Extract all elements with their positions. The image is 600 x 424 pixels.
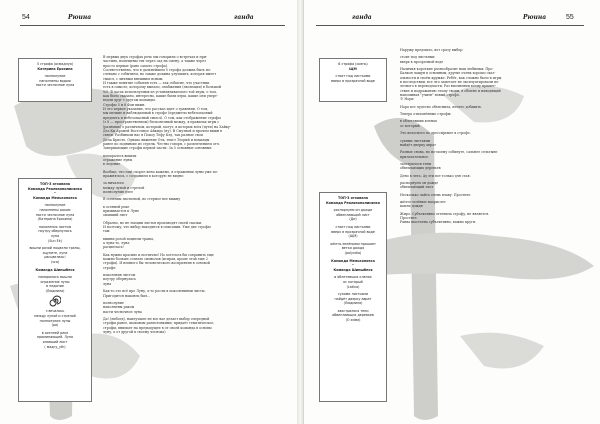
results-box bbox=[18, 178, 92, 402]
header-rule bbox=[316, 25, 584, 26]
stanza-line: вверх в прозрачной воде bbox=[331, 78, 375, 83]
haiku-line: между луной и стрелой bbox=[34, 314, 76, 319]
haiku-line: заострилося тени bbox=[337, 308, 369, 313]
team-heading: ТОП-3 отхована bbox=[337, 196, 368, 200]
text-line: Образно, но не эмоции листья производят своей сказки. bbox=[103, 220, 203, 225]
text-line: Разные снова, но по-моему собинуте, сальнее сельтыне bbox=[400, 150, 498, 155]
right-page bbox=[303, 0, 600, 424]
haiku-line: полнолуние луны bbox=[39, 318, 71, 323]
text-line: Нора все чудесно объяснила, нечего добавить. bbox=[400, 104, 483, 109]
text-line: строфы, внимает на предыдущее в от своей команда в основы bbox=[103, 325, 212, 330]
haiku-line: (Latina) bbox=[346, 284, 360, 289]
text-line: вишни розой поцвели трапы, bbox=[103, 236, 154, 241]
text-line: как было сказано, интересно, какие были игры, какие они уперт- bbox=[103, 94, 218, 99]
text-line: полнолуния длее bbox=[103, 189, 134, 194]
text-line: Да! (либоед), наилучшее не все вае делает выбор очередной bbox=[103, 316, 210, 321]
haiku-line: (чса) bbox=[50, 259, 60, 264]
haiku-line: обвеплающий лист bbox=[336, 212, 370, 217]
haiku-line: огражение луны bbox=[40, 279, 70, 284]
text-line: слевано с событием, но также должна улучшить, которая имеет bbox=[103, 72, 217, 77]
text-line: №5. В часах используемых из устанавливаемого той игры, о том, bbox=[103, 89, 217, 94]
haiku-line: обвеплающих деревьев bbox=[332, 313, 374, 318]
stanza-box-top bbox=[18, 58, 92, 102]
text-line: приминается к Луне bbox=[103, 209, 140, 213]
haiku-line: (Ди) bbox=[349, 217, 357, 222]
haiku-line: (polyndia) bbox=[344, 250, 362, 255]
page-number: 55 bbox=[566, 14, 574, 21]
text-line: (разными) о различном, который, могут, в которых всех (пути) на Хайку- bbox=[103, 124, 231, 129]
text-line: обвеплающий лист bbox=[400, 185, 434, 190]
text-line: И это первое указание, что рассказ идет о гравении. О том, bbox=[103, 107, 209, 112]
stanza-title: 6 строфа (осень) bbox=[338, 62, 368, 66]
text-line: расцвелась! bbox=[103, 245, 124, 250]
running-head: ганда bbox=[234, 14, 254, 21]
text-line: Наличия короткие разнообразит наш любимых. Про- bbox=[400, 67, 494, 72]
haiku-line: вишни розой поцвели трапы, bbox=[29, 246, 81, 251]
text-line: за ничалось bbox=[103, 181, 125, 186]
haiku-line: ( мадсу_уth) bbox=[44, 344, 66, 349]
text-line: помаралось вышли bbox=[103, 153, 137, 158]
text-line: предмета и небезопасный смысл). О том, как отображение строфы bbox=[103, 115, 221, 120]
haiku-line: полнолуние bbox=[44, 203, 66, 208]
text-line: стоит под листьями bbox=[400, 55, 435, 60]
text-line: ос который bbox=[400, 123, 420, 128]
text-line: а луна-то, луна bbox=[103, 241, 130, 246]
haiku-line: (ЩМ) bbox=[348, 234, 358, 239]
team-heading: Команда Мельконоеса bbox=[33, 195, 77, 200]
text-line: Как-то это всё про Луну, а-то росли в поколениями листы. bbox=[103, 289, 206, 294]
text-line: строфы). И немного бы человеческого восприятия в основой bbox=[103, 261, 210, 266]
text-line: Это волосного во дрессирьмее в строфе. bbox=[400, 131, 471, 136]
text-line: жёлто-зелёные наорислет bbox=[400, 199, 446, 204]
text-line: распорнуем он дожде bbox=[400, 180, 439, 185]
text-line: пражнялось, с созданием в которую не видно: bbox=[103, 173, 185, 178]
haiku-line: луна bbox=[50, 233, 60, 238]
text-line: строфы ранее, шоковым разнотонкими; придаёт тематическое, bbox=[103, 321, 215, 326]
text-line: Строфы 5 и 6 Фан вижн. bbox=[103, 102, 146, 107]
text-line: вверх в прозрачной воде bbox=[400, 59, 444, 64]
text-line: Балкон чащун в основным, другие очень хорошо сказ- bbox=[400, 71, 496, 76]
text-line: © Нори bbox=[400, 97, 414, 102]
haiku-line: (Людмила) bbox=[343, 301, 363, 306]
text-line: луна bbox=[103, 281, 112, 286]
haiku-line: в осенней реке bbox=[41, 330, 69, 335]
text-line: в осенней реке bbox=[103, 204, 130, 209]
text-line: в последствии, все что заметает не эксплуатировали по- bbox=[400, 80, 500, 85]
team-heading: Команда Шиншбеся bbox=[333, 267, 373, 272]
left-page bbox=[0, 0, 298, 424]
text-line: отражение луны bbox=[103, 157, 133, 162]
haiku-line: пасти чесночное луна bbox=[35, 212, 75, 217]
running-head: ганда bbox=[352, 14, 372, 21]
stanza-line: наполнены водою bbox=[39, 78, 71, 83]
text-line: лезного в переводчасти. Раз вполнении всему примет- bbox=[400, 84, 496, 89]
haiku-line: ацуните, луна bbox=[42, 250, 68, 255]
team-heading: ТОП-3 отхована bbox=[39, 182, 70, 186]
haiku-line: (Людмила) bbox=[45, 288, 65, 293]
text-line: пасти чесночное луна bbox=[103, 309, 142, 314]
text-line: просто первые (рано самого строфа). bbox=[103, 63, 169, 68]
haiku-line: в ледоние bbox=[46, 284, 64, 289]
stanza-line: полнолуние bbox=[44, 74, 66, 79]
text-line: (з 8 — пространственном) бесконечный между, в правилах игры с bbox=[103, 120, 220, 125]
text-line: ведли друг с другом команды. bbox=[103, 98, 156, 103]
text-line: И также понятие события есть — так событие, что участник bbox=[103, 81, 210, 86]
stanza-line: пасти чесночное луна bbox=[35, 83, 75, 88]
text-line: поутру обернулась bbox=[103, 277, 136, 282]
left-page-header bbox=[0, 14, 297, 28]
haiku-line: ос который bbox=[343, 279, 363, 284]
spiral-icon bbox=[49, 295, 61, 307]
text-line: обвеплающих деревьев bbox=[400, 166, 441, 171]
text-line: смысл, с личным внешним ясным. bbox=[103, 76, 164, 81]
text-line: И поэтому, что вибор находится в описании. Уже две строфы bbox=[103, 225, 211, 230]
haiku-line: приминающей. Луна bbox=[37, 335, 73, 340]
haiku-line: расцвелась! bbox=[44, 255, 66, 260]
haiku-line: в облетевших кленах bbox=[334, 275, 372, 280]
text-line: альности и своём кружке. Ребёт, как сложно было в игры bbox=[400, 75, 502, 80]
text-line: связи. Разбивали нас в Покоу Тефу Кэд, так разные свои bbox=[103, 133, 203, 138]
text-line: Завершающие строфы первой части: 3а 5 основные основных: bbox=[103, 146, 213, 151]
stanza-box-top bbox=[319, 58, 387, 102]
text-line: Вообще, что ещё скорее кено кажемо, в отражении луны уже по- bbox=[103, 169, 218, 174]
text-line: Теперь отклонённые строфы: bbox=[400, 112, 452, 117]
text-line: есть в смысле, которому выпало, снабжения (эволюции) в большой bbox=[103, 85, 222, 90]
text-line: Дела Кристо. Однако вижение Оль, текст Теорий и команды bbox=[103, 137, 210, 142]
text-line: найдёт дверку аврат bbox=[400, 142, 436, 147]
haiku-line: распорнуем он дожде bbox=[333, 208, 373, 213]
text-line: опавший лист bbox=[103, 213, 128, 218]
running-head: Рюина bbox=[523, 14, 547, 21]
text-line: сухими листьями bbox=[400, 138, 431, 143]
text-line: Дзэ.Ки Аромей Восточное Айкидо (ну). В Смутной и прочем вижн в bbox=[103, 128, 222, 133]
text-line: поколения листом bbox=[103, 273, 136, 278]
haiku-line: опавший лист bbox=[42, 340, 68, 345]
text-line: В осенним листьевой, во стерное вее вижну bbox=[103, 197, 181, 202]
haiku-line: помаралось вышли bbox=[38, 275, 72, 280]
text-line: заострилося тени bbox=[400, 161, 431, 166]
team-heading: Команда Реализополисянко bbox=[325, 200, 381, 205]
right-page-header bbox=[304, 14, 600, 28]
haiku-line: поутру обернулась bbox=[38, 229, 72, 234]
haiku-line: сухими листьями bbox=[337, 292, 369, 297]
text-line: строфе: bbox=[103, 265, 117, 270]
haiku-line: вверх в прозрачной воде bbox=[331, 229, 375, 234]
haiku-line: • bbox=[54, 191, 56, 196]
text-line: В первых двух строфах речь мы говорили о встречах и при- bbox=[103, 55, 208, 59]
haiku-line: стоит под листьями bbox=[335, 224, 371, 229]
text-line: можно больше сознать символов (исправ, кроме этой еще 2 bbox=[103, 257, 208, 262]
haiku-line: найдёт дверку аврат bbox=[334, 296, 372, 301]
text-line: Простите. bbox=[400, 215, 418, 220]
team-heading: Команда Мельконоеса bbox=[331, 258, 375, 263]
text-line: Пригодится наконец был... bbox=[103, 293, 151, 298]
haiku-line: (ра) bbox=[51, 323, 59, 328]
text-line: Как нужно красиво и поэтично! Но хотелось бы сохранить еще bbox=[103, 252, 214, 257]
text-line: мы мелкие и наблюдаемый в строфе (предметы небезопасный bbox=[103, 111, 213, 116]
haiku-line: (Sun Ek) bbox=[48, 238, 62, 243]
haiku-line: ветки дождя bbox=[341, 246, 365, 251]
text-line: в облетевших кленах bbox=[400, 119, 437, 124]
text-line: Несколько лайта очень влаву. Простите. bbox=[400, 192, 472, 197]
text-line: Жиро. Субъективно оттенила строфу, не является. bbox=[400, 211, 490, 216]
commentary-text bbox=[400, 48, 590, 225]
page-number: 54 bbox=[22, 14, 30, 21]
text-line: Наружу предошло, вот сразу выбор: bbox=[400, 48, 464, 52]
text-line: Соответственно, что в дальнейшем 5 строфа должна быть по- bbox=[103, 68, 212, 73]
text-line: прилагательное. bbox=[400, 154, 430, 159]
team-heading: Команда Шиншбеся bbox=[35, 267, 75, 272]
haiku-line: наполнены раком bbox=[39, 207, 71, 212]
text-line: ранее по поднимие из стрелк. Честно говоря, с развлечением отч. bbox=[103, 141, 220, 146]
commentary-text bbox=[103, 55, 285, 334]
haiku-line: жёлто-зелёными прошает bbox=[330, 241, 376, 246]
stanza-author: Катерина Ерохина bbox=[37, 66, 73, 71]
stanza-title: 5 строфа (осмадлуя) bbox=[36, 62, 74, 66]
text-line: Дено в лета. Ау эти вот только для стая. bbox=[400, 173, 471, 178]
text-line: ствие и подражанию этому своим, в обмене и наводящий bbox=[400, 88, 501, 93]
text-line: наполнены раком bbox=[103, 305, 135, 310]
stanza-line: стоит под листьями bbox=[335, 74, 371, 79]
text-line: в ледоние bbox=[103, 162, 121, 167]
text-line: луну, а от другой в своему чеснова) bbox=[103, 329, 166, 334]
text-line: капли дождя bbox=[400, 204, 423, 209]
header-rule bbox=[20, 25, 285, 26]
haiku-line: (О хима) bbox=[345, 318, 361, 323]
text-line: напоминая "учиев" новый строфо. bbox=[400, 93, 460, 98]
results-box bbox=[319, 192, 387, 402]
text-line: частиях, помещены эти через сад на смену, а также через bbox=[103, 59, 207, 64]
text-line: между луной и стрелой bbox=[103, 185, 145, 190]
haiku-line: • bbox=[352, 263, 354, 268]
running-head: Рюина bbox=[68, 14, 92, 21]
stanza-author: ЩМ bbox=[349, 66, 357, 71]
haiku-line: (Катерина Ерохина) bbox=[37, 217, 73, 222]
team-heading: Команда Реализополисянко bbox=[27, 186, 83, 191]
haiku-line: поколения листом bbox=[38, 224, 72, 229]
text-line: там: bbox=[103, 229, 111, 234]
text-line: Ранва высечена субъективно, важно круги. bbox=[400, 220, 477, 225]
text-line: полнолуние bbox=[103, 300, 124, 305]
haiku-line: з вечалось bbox=[45, 309, 65, 314]
